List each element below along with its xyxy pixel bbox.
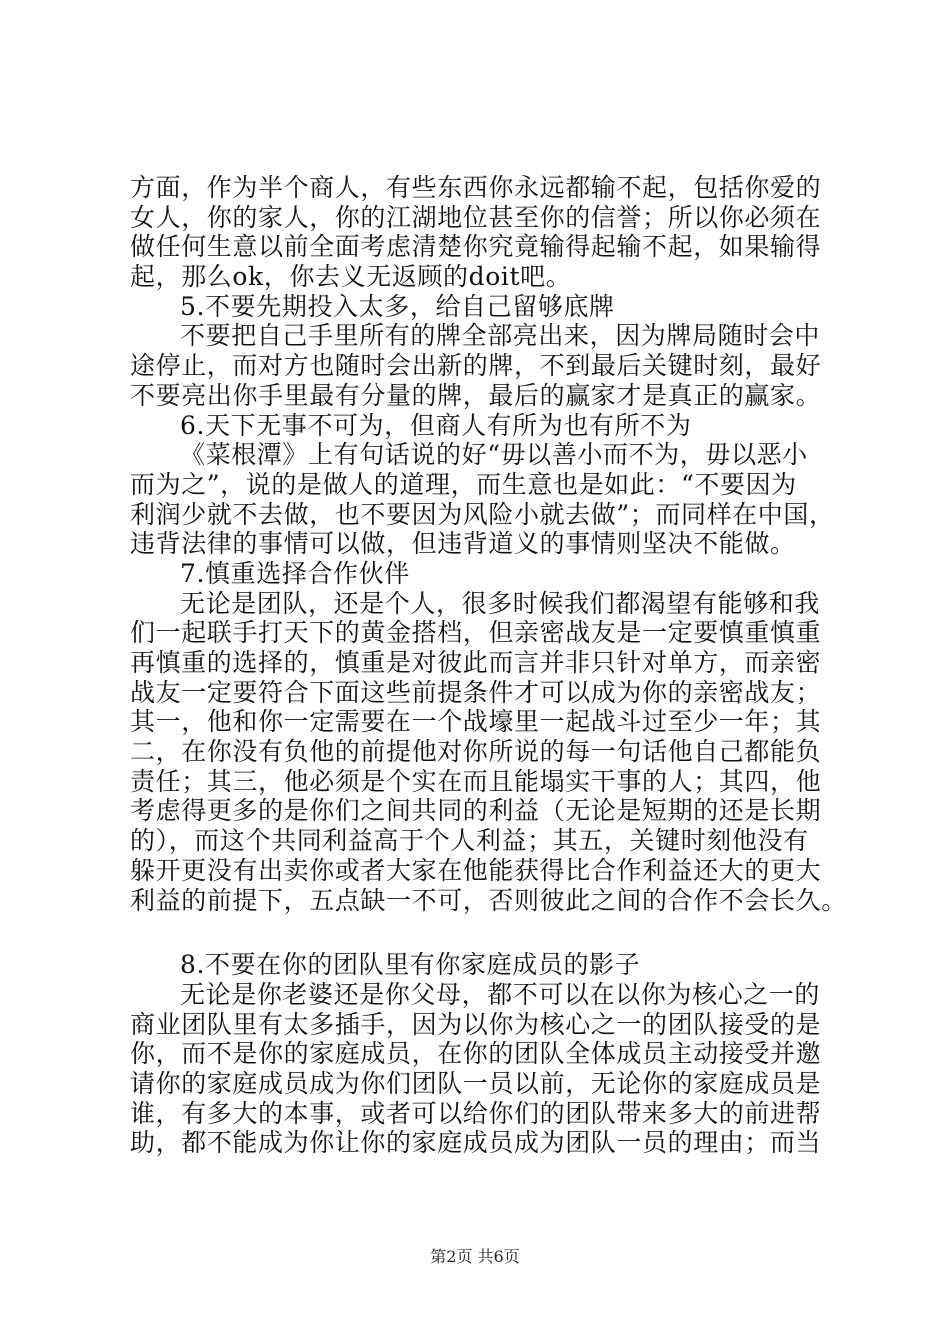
text-line: 的），而这个共同利益高于个人利益；其五，关键时刻他没有 xyxy=(130,826,809,856)
text-line: 商业团队里有太多插手，因为以你为核心之一的团队接受的是 xyxy=(130,1009,822,1039)
text-line: 考虑得更多的是你们之间共同的利益（无论是短期的还是长期 xyxy=(130,796,822,826)
body-text xyxy=(130,173,850,1158)
text-line: 战友一定要符合下面这些前提条件才可以成为你的亲密战友； xyxy=(130,677,822,707)
text-line: 利益的前提下，五点缺一不可，否则彼此之间的合作不会长久。 xyxy=(130,885,847,915)
text-line: 谁，有多大的本事，或者可以给你们的团队带来多大的前进帮 xyxy=(130,1098,822,1128)
text-line: 方面，作为半个商人，有些东西你永远都输不起，包括你爱的 xyxy=(130,173,822,202)
text-line: 而为之”，说的是做人的道理，而生意也是如此：“不要因为 xyxy=(130,469,797,499)
text-line: 利润少就不去做，也不要因为风险小就去做”；而同样在中国， xyxy=(130,499,835,529)
text-line: 女人，你的家人，你的江湖地位甚至你的信誉；所以你必须在 xyxy=(130,202,822,232)
text-line: 们一起联手打天下的黄金搭档，但亲密战友是一定要慎重慎重 xyxy=(130,618,822,648)
text-line: 违背法律的事情可以做，但违背道义的事情则坚决不能做。 xyxy=(130,529,796,559)
text-line: 8.不要在你的团队里有你家庭成员的影子 xyxy=(180,950,641,980)
text-line: 6.天下无事不可为，但商人有所为也有所不为 xyxy=(180,410,692,440)
text-line: 你，而不是你的家庭成员，在你的团队全体成员主动接受并邀 xyxy=(130,1039,822,1069)
text-line: 7.慎重选择合作伙伴 xyxy=(180,558,410,588)
text-line: 《菜根潭》上有句话说的好“毋以善小而不为，毋以恶小 xyxy=(180,440,808,470)
text-line: 其一，他和你一定需要在一个战壕里一起战斗过至少一年；其 xyxy=(130,707,822,737)
text-line: 二，在你没有负他的前提他对你所说的每一句话他自己都能负 xyxy=(130,737,822,767)
text-line: 助，都不能成为你让你的家庭成员成为团队一员的理由；而当 xyxy=(130,1128,822,1158)
text-line: 请你的家庭成员成为你们团队一员以前，无论你的家庭成员是 xyxy=(130,1068,822,1098)
text-line: 躲开更没有出卖你或者大家在他能获得比合作利益还大的更大 xyxy=(130,855,822,885)
text-line: 不要亮出你手里最有分量的牌，最后的赢家才是真正的赢家。 xyxy=(130,380,822,410)
text-line: 做任何生意以前全面考虑清楚你究竟输得起输不起，如果输得 xyxy=(130,232,822,262)
paragraph-spacer xyxy=(130,915,850,950)
text-line: 不要把自己手里所有的牌全部亮出来，因为牌局随时会中 xyxy=(180,321,821,351)
text-line: 起，那么ok，你去义无返顾的doit吧。 xyxy=(130,262,572,292)
text-line: 责任；其三，他必须是个实在而且能塌实干事的人；其四，他 xyxy=(130,766,822,796)
text-line: 无论是你老婆还是你父母，都不可以在以你为核心之一的 xyxy=(180,979,821,1009)
text-line: 再慎重的选择的，慎重是对彼此而言并非只针对单方，而亲密 xyxy=(130,648,822,677)
text-line: 无论是团队，还是个人，很多时候我们都渴望有能够和我 xyxy=(180,588,821,618)
text-line: 5.不要先期投入太多，给自己留够底牌 xyxy=(180,291,615,321)
page-footer: 第2页 共6页 xyxy=(430,1247,520,1266)
text-line: 途停止，而对方也随时会出新的牌，不到最后关键时刻，最好 xyxy=(130,351,822,381)
